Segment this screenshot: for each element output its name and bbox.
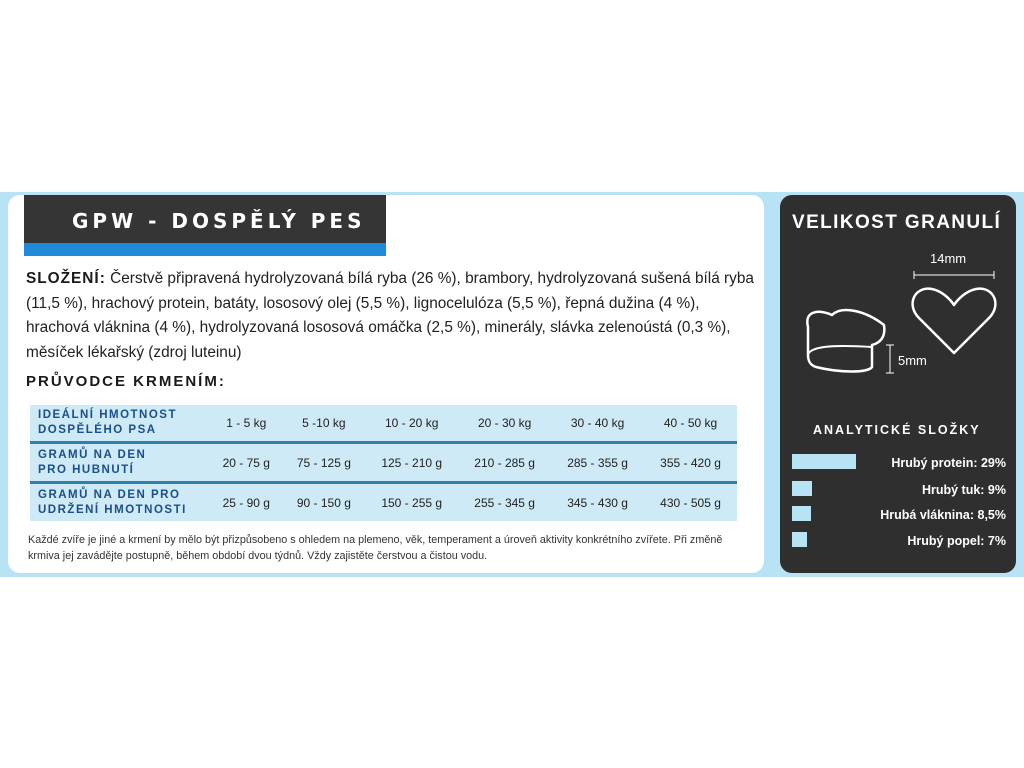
analytics-title: ANALYTICKÉ SLOŽKY — [813, 423, 981, 437]
ash-label: Hrubý popel: 7% — [907, 534, 1006, 548]
protein-bar — [792, 454, 856, 469]
table-cell: 5 -10 kg — [283, 405, 366, 443]
table-cell: 30 - 40 kg — [551, 405, 644, 443]
protein-label: Hrubý protein: 29% — [891, 456, 1006, 470]
specs-panel — [780, 195, 1016, 573]
fat-bar — [792, 481, 812, 496]
table-row — [30, 443, 737, 483]
table-cell: 20 - 75 g — [210, 443, 283, 483]
table-row — [30, 405, 737, 443]
table-cell: 255 - 345 g — [458, 483, 551, 522]
title-box — [24, 195, 386, 243]
title-accent-stripe — [24, 243, 386, 256]
feeding-note: Každé zvíře je jiné a krmení by mělo být přizpůsobeno s ohledem na plemeno, věk, temperament a úroveň aktivity konkrétního zvířete. Při změně krmiva jej zavádějte postupně, během období dvou týdnů. Vždy zajistěte čerstvou a čistou vodu. — [28, 534, 723, 562]
table-cell: 90 - 150 g — [283, 483, 366, 522]
row-label: IDEÁLNÍ HMOTNOST DOSPĚLÉHO PSA — [30, 405, 210, 443]
table-cell: 10 - 20 kg — [365, 405, 458, 443]
feeding-table — [30, 405, 737, 521]
ash-bar — [792, 532, 807, 547]
table-cell: 210 - 285 g — [458, 443, 551, 483]
fiber-label: Hrubá vláknina: 8,5% — [880, 508, 1006, 522]
table-cell: 150 - 255 g — [365, 483, 458, 522]
kibble-size-title: VELIKOST GRANULÍ — [792, 212, 1002, 233]
table-row — [30, 483, 737, 522]
kibble-height-label: 5mm — [898, 353, 927, 368]
table-cell: 75 - 125 g — [283, 443, 366, 483]
table-cell: 40 - 50 kg — [644, 405, 737, 443]
heart-kibble-icon — [780, 195, 1016, 395]
table-cell: 20 - 30 kg — [458, 405, 551, 443]
row-label: GRAMŮ NA DEN PRO UDRŽENÍ HMOTNOSTI — [30, 483, 210, 522]
page-title: GPW - DOSPĚLÝ PES — [72, 209, 366, 233]
row-label: GRAMŮ NA DEN PRO HUBNUTÍ — [30, 443, 210, 483]
composition-label: SLOŽENÍ: — [26, 270, 106, 287]
table-cell: 430 - 505 g — [644, 483, 737, 522]
table-cell: 355 - 420 g — [644, 443, 737, 483]
kibble-width-label: 14mm — [930, 251, 967, 266]
fiber-bar — [792, 506, 811, 521]
feeding-guide-title: PRŮVODCE KRMENÍM: — [26, 373, 226, 390]
table-cell: 345 - 430 g — [551, 483, 644, 522]
table-cell: 285 - 355 g — [551, 443, 644, 483]
info-card — [8, 195, 764, 573]
composition-paragraph — [26, 267, 761, 365]
composition-text: Čerstvě připravená hydrolyzovaná bílá ryba (26 %), brambory, hydrolyzovaná sušená bílá ryba (11,5 %), hrachový protein, batáty, lososový olej (5,5 %), lignocelulóza (5,5 %), řepná dužina (4 %), hrachová vláknina (4 %), hydrolyzovaná lososová omáčka (2,5 %), minerály, slávka zelenoústá (0,3 %), měsíček lékařský (zdroj luteinu) — [26, 270, 754, 361]
table-cell: 25 - 90 g — [210, 483, 283, 522]
table-cell: 1 - 5 kg — [210, 405, 283, 443]
fat-label: Hrubý tuk: 9% — [921, 483, 1006, 497]
table-cell: 125 - 210 g — [365, 443, 458, 483]
